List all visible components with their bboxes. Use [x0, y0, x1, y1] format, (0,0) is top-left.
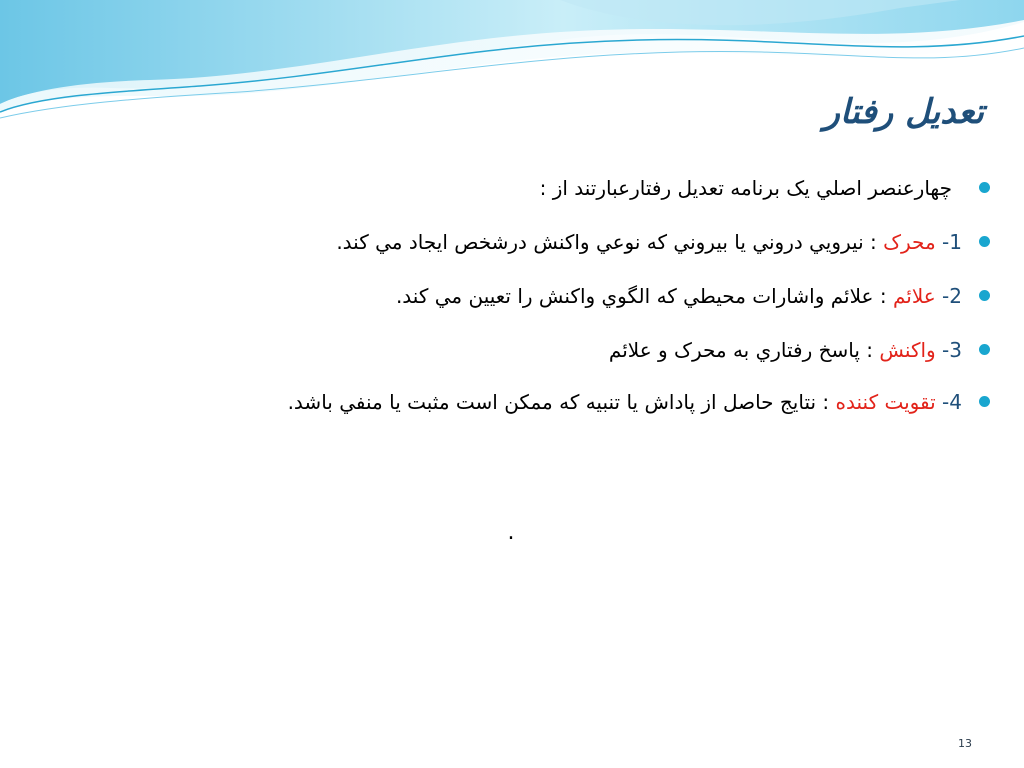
bullet-definition: : علائم واشارات محيطي که الگوي واکنش را تعيين مي کند.	[395, 284, 893, 308]
bullet-list	[30, 174, 962, 452]
bullet-definition: : نتايج حاصل از پاداش يا تنبيه که ممکن است مثبت يا منفي باشد.	[287, 390, 836, 414]
bullet-number: 3-	[942, 338, 962, 362]
bullet-number: 1-	[942, 230, 962, 254]
bullet-dot-icon	[979, 344, 990, 355]
bullet-definition: : پاسخ رفتاري به محرک و علائم	[608, 338, 880, 362]
bullet-item-cues	[30, 282, 962, 310]
bullet-term: محرک	[883, 230, 936, 254]
page-number: 13	[958, 737, 972, 750]
bullet-dot-icon	[979, 182, 990, 193]
bullet-term: واکنش	[879, 338, 936, 362]
bullet-dot-icon	[979, 290, 990, 301]
bullet-number: 4-	[942, 390, 962, 414]
bullet-number: 2-	[942, 284, 962, 308]
bullet-item-stimulus	[30, 228, 962, 256]
bullet-definition: : نيرويي دروني يا بيروني که نوعي واکنش درشخص ايجاد مي کند.	[336, 230, 884, 254]
slide-title: تعدیل رفتار	[823, 92, 984, 132]
bullet-term: تقويت کننده	[835, 390, 936, 414]
bullet-item-response	[30, 336, 962, 364]
bullet-item-reinforcer	[30, 378, 962, 426]
bullet-term: علائم	[892, 284, 936, 308]
trailing-period: .	[507, 520, 515, 545]
bullet-item-intro	[30, 174, 962, 202]
bullet-dot-icon	[979, 396, 990, 407]
bullet-dot-icon	[979, 236, 990, 247]
bullet-text: چهارعنصر اصلي يک برنامه تعديل رفتارعبارتند از :	[539, 176, 952, 200]
